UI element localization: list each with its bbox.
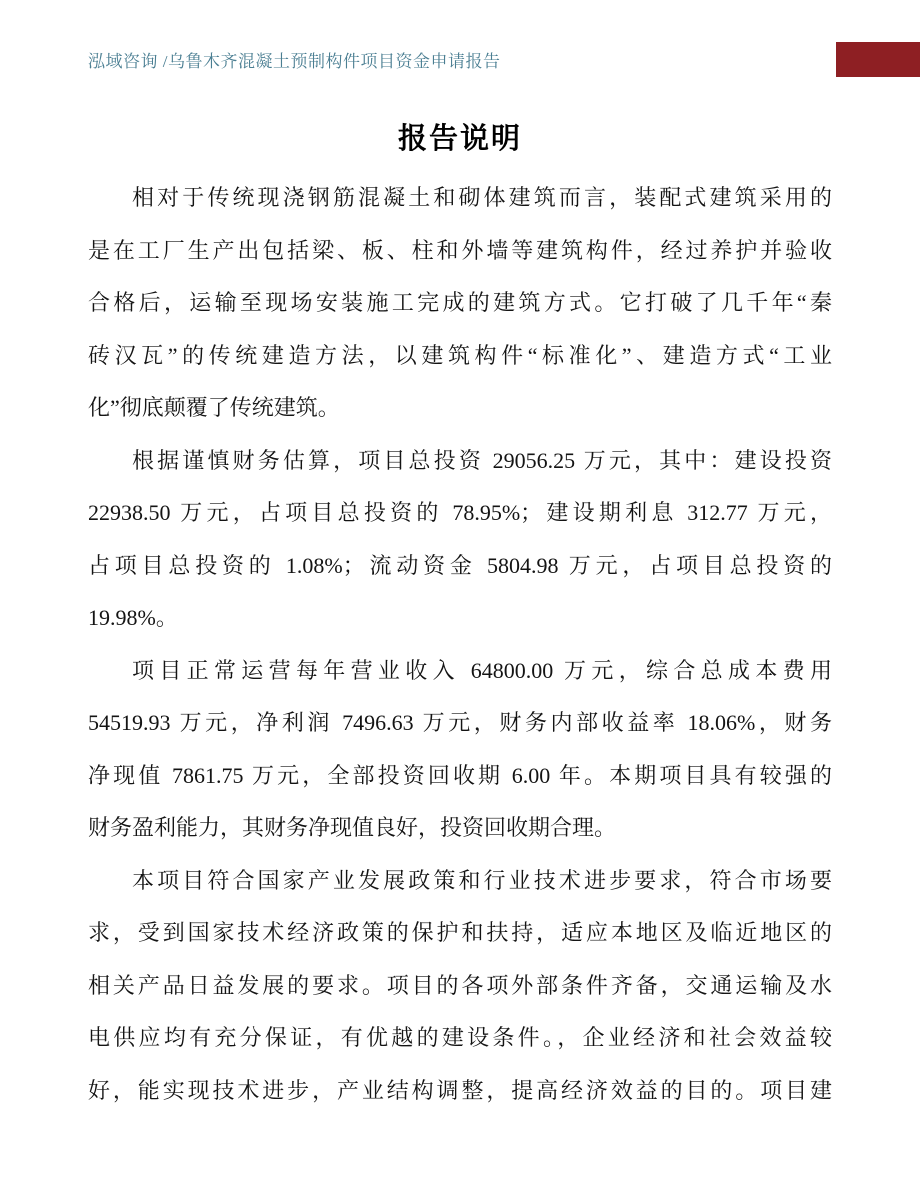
page-header-text: 泓域咨询 /乌鲁木齐混凝土预制构件项目资金申请报告	[88, 52, 501, 71]
text-line: 相对于传统现浇钢筋混凝土和砌体建筑而言，装配式建筑采用的	[132, 185, 832, 210]
paragraph	[88, 172, 832, 435]
text-line: 财务盈利能力，其财务净现值良好，投资回收期合理。	[88, 815, 617, 840]
paragraph	[88, 645, 832, 855]
paragraph	[88, 855, 832, 1118]
text-line: 求，受到国家技术经济政策的保护和扶持，适应本地区及临近地区的	[88, 920, 832, 945]
corner-red-box	[836, 42, 920, 77]
text-line: 根据谨慎财务估算，项目总投资 29056.25 万元，其中：建设投资	[132, 447, 832, 473]
text-line: 54519.93 万元，净利润 7496.63 万元，财务内部收益率 18.06%，财务	[88, 710, 832, 735]
text-line: 22938.50 万元，占项目总投资的 78.95%；建设期利息 312.77 万元，	[88, 500, 832, 525]
text-line: 占项目总投资的 1.08%；流动资金 5804.98 万元，占项目总投资的	[88, 552, 832, 578]
page-title: 报告说明	[397, 123, 522, 155]
text-line: 好，能实现技术进步，产业结构调整，提高经济效益的目的。项目建	[88, 1077, 832, 1103]
paragraph	[88, 435, 832, 645]
text-line: 本项目符合国家产业发展政策和行业技术进步要求，符合市场要	[132, 867, 832, 893]
text-line: 净现值 7861.75 万元，全部投资回收期 6.00 年。本期项目具有较强的	[88, 762, 832, 788]
text-line: 砖汉瓦”的传统建造方法，以建筑构件“标准化”、建造方式“工业	[88, 342, 832, 368]
text-line: 化”彻底颠覆了传统建筑。	[88, 395, 340, 420]
text-line: 项目正常运营每年营业收入 64800.00 万元，综合总成本费用	[132, 657, 832, 683]
text-line: 电供应均有充分保证，有优越的建设条件。，企业经济和社会效益较	[88, 1025, 832, 1050]
report-body	[88, 172, 832, 1117]
text-line: 是在工厂生产出包括梁、板、柱和外墙等建筑构件，经过养护并验收	[88, 237, 832, 263]
text-line: 19.98%。	[88, 605, 178, 630]
text-line: 相关产品日益发展的要求。项目的各项外部条件齐备，交通运输及水	[88, 972, 832, 998]
text-line: 合格后，运输至现场安装施工完成的建筑方式。它打破了几千年“秦	[88, 290, 832, 315]
